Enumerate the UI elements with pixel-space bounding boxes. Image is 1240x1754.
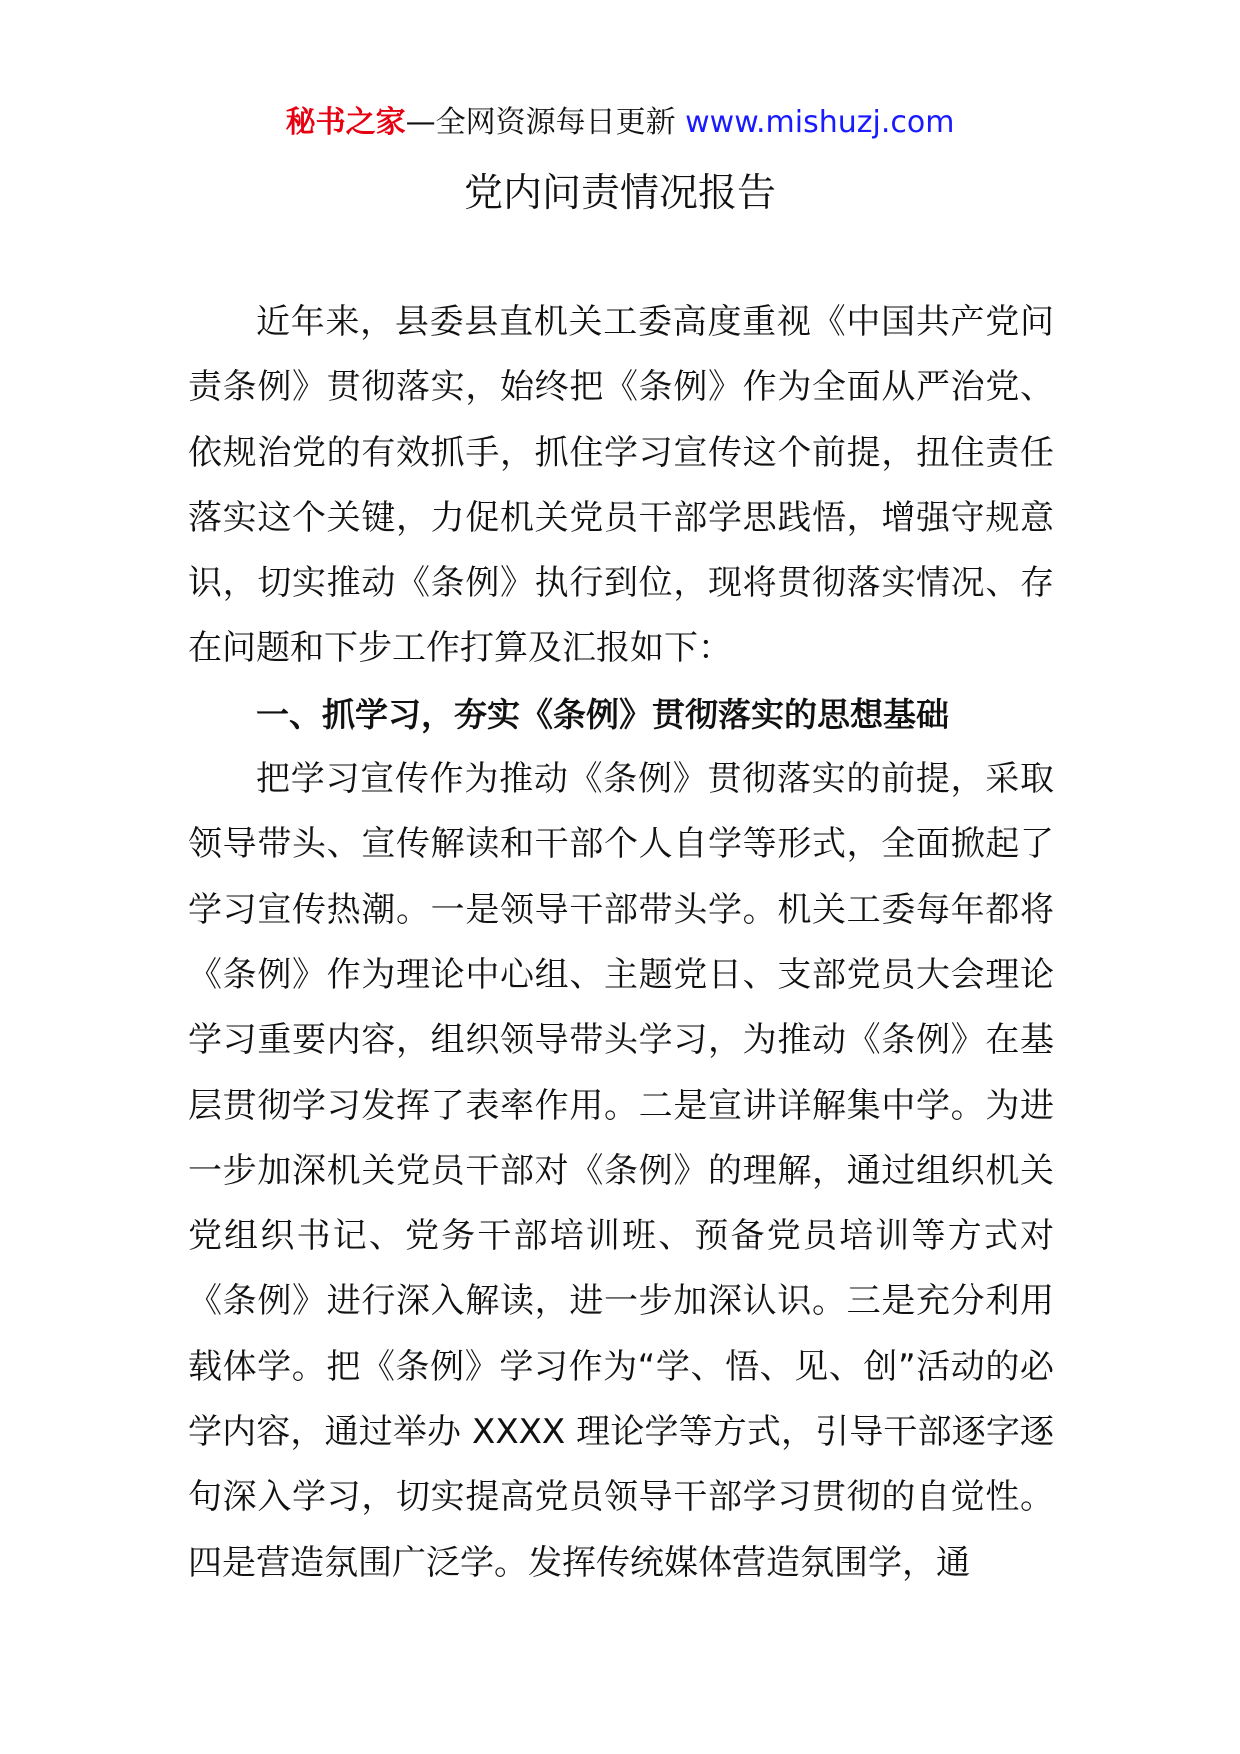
site-url-link[interactable]: www.mishuzj.com <box>685 105 955 140</box>
document-title: 党内问责情况报告 <box>463 171 776 216</box>
site-header <box>0 100 1240 146</box>
intro-paragraph: 近年来，县委县直机关工委高度重视《中国共产党问责条例》贯彻落实，始终把《条例》作为全面从严治党、依规治党的有效抓手，抓住学习宣传这个前提，扭住责任落实这个关键，力促机关党员干部学思践悟，增强守规意识，切实推动《条例》执行到位，现将贯彻落实情况、存在问题和下步工作打算及汇报如下： <box>188 302 1054 669</box>
document-body <box>188 290 1054 1596</box>
section-paragraph: 把学习宣传作为推动《条例》贯彻落实的前提，采取领导带头、宣传解读和干部个人自学等形式，全面掀起了学习宣传热潮。一是领导干部带头学。机关工委每年都将《条例》作为理论中心组、主题党日、支部党员大会理论学习重要内容，组织领导带头学习，为推动《条例》在基层贯彻学习发挥了表率作用。二是宣讲详解集中学。为进一步加深机关党员干部对《条例》的理解，通过组织机关党组织书记、党务干部培训班、预备党员培训等方式对《条例》进行深入解读，进一步加深认识。三是充分利用载体学。把《条例》学习作为“学、悟、见、创”活动的必学内容，通过举办 XXXX 理论学等方式，引导干部逐字逐句深入学习，切实提高党员领导干部学习贯彻的自觉性。四是营造氛围广泛学。发挥传统媒体营造氛围学，通 <box>188 759 1054 1583</box>
brand-name: 秘书之家 <box>285 105 406 140</box>
section-heading: 一、抓学习，夯实《条例》贯彻落实的思想基础 <box>256 694 949 734</box>
header-tagline: —全网资源每日更新 <box>405 105 686 140</box>
